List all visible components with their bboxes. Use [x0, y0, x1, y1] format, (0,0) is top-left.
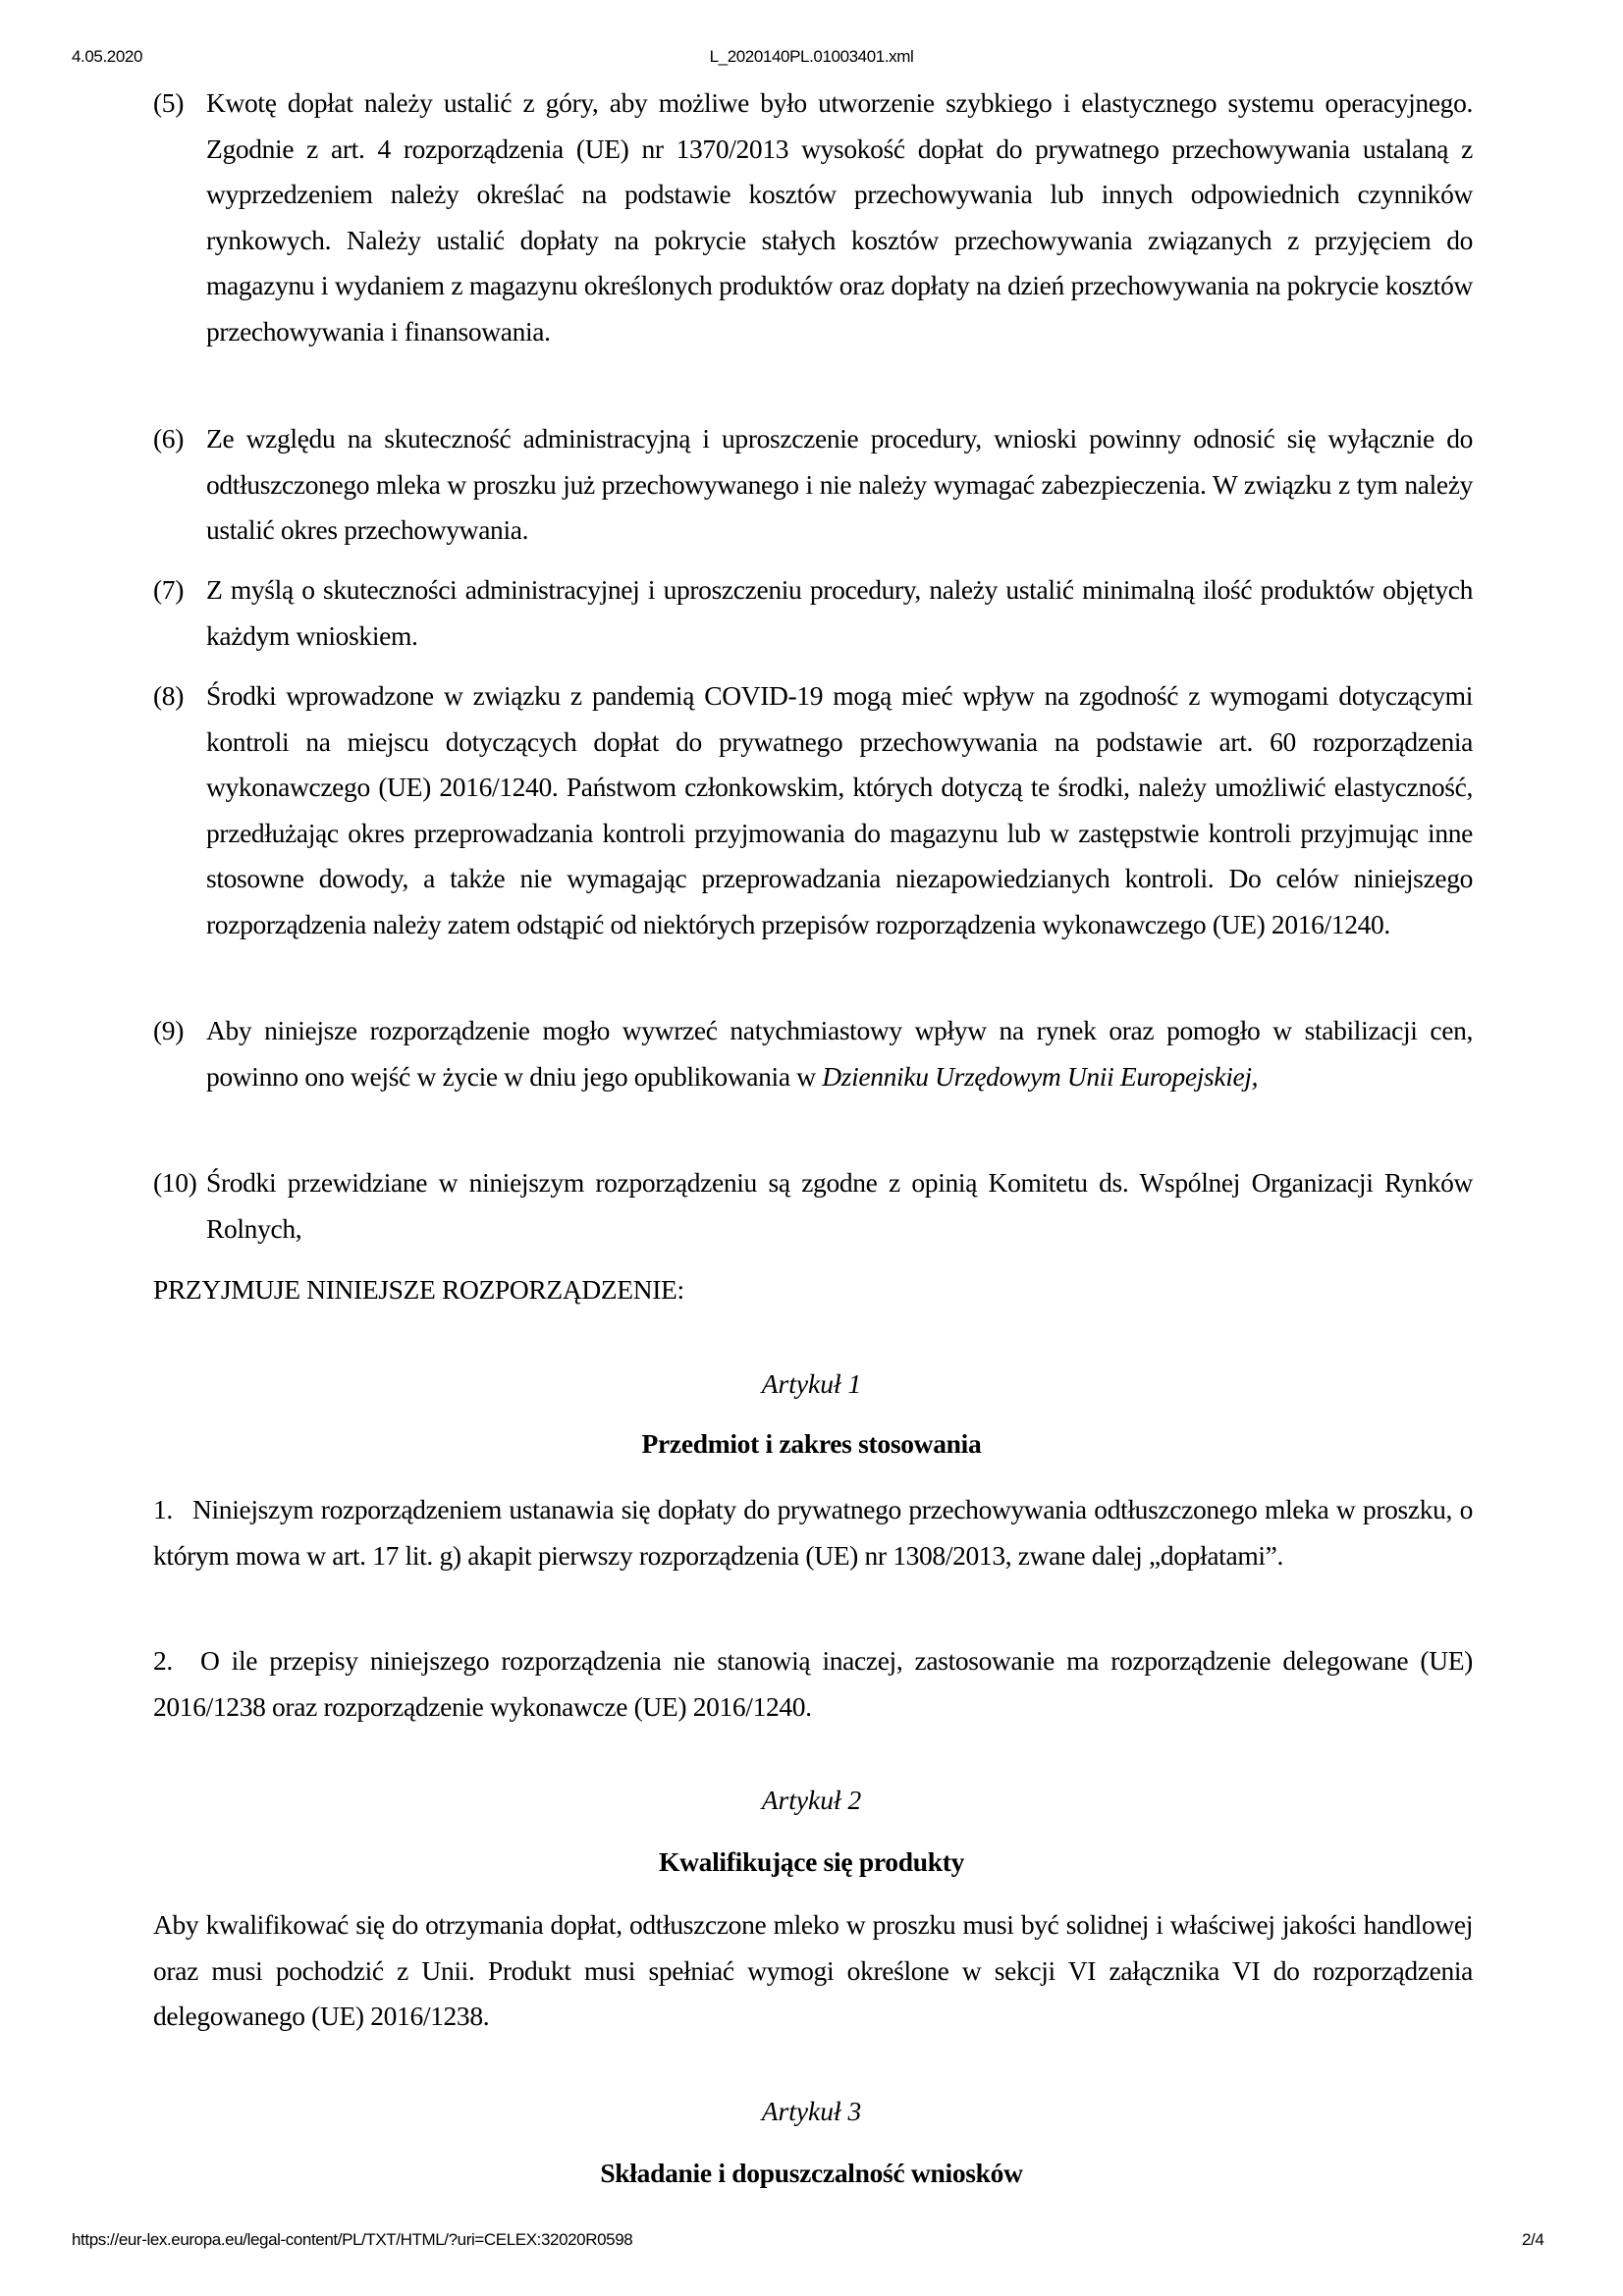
article-1-paragraph-2: [153, 1638, 1473, 1730]
recital-text-end: ,: [1251, 1060, 1259, 1092]
recital-10: [153, 1160, 1473, 1252]
article-3-label: Artykuł 3: [761, 2096, 862, 2126]
recital-text: Kwotę dopłat należy ustalić z góry, aby możliwe było utworzenie szybkiego i elastycznego systemu operacyjnego. Zgodnie z art. 4 rozporządzenia (UE) nr 1370/2013 wysokość dopłat do prywatnego przechowywania ustalaną z wyprzedzeniem należy określać na podstawie kosztów przechowywania lub innych odpowiednich czynników rynkowych. Należy ustalić dopłaty na pokrycie stałych kosztów przechowywania związanych z przyjęciem do magazynu i wydaniem z magazynu określonych produktów oraz dopłaty na dzień przechowywania na pokrycie kosztów przechowywania i finansowania.: [206, 87, 1473, 347]
article-1-label: Artykuł 1: [761, 1368, 862, 1399]
recital-text-main: Aby niniejsze rozporządzenie mogło wywrzeć natychmiastowy wpływ na rynek oraz pomogło w stabilizacji cen, powinno ono wejść w życie w dniu jego opublikowania w: [206, 1015, 1473, 1092]
recital-number: (10): [153, 1167, 197, 1198]
document-filename: L_2020140PL.01003401.xml: [709, 47, 914, 66]
recital-text: Środki przewidziane w niniejszym rozporządzeniu są zgodne z opinią Komitetu ds. Wspólnej Organizacji Rynków Rolnych,: [206, 1167, 1473, 1244]
recital-number: (5): [153, 87, 185, 118]
paragraph-text: Niniejszym rozporządzeniem ustanawia się dopłaty do prywatnego przechowywania odtłuszczonego mleka w proszku, o którym mowa w art. 17 lit. g) akapit pierwszy rozporządzenia (UE) nr 1308/2013, zwane dalej „dopłatami”.: [153, 1494, 1473, 1571]
adoption-formula: PRZYJMUJE NINIEJSZE ROZPORZĄDZENIE:: [153, 1274, 684, 1305]
recital-number: (7): [153, 574, 185, 605]
article-2-label: Artykuł 2: [761, 1785, 862, 1815]
recital-text: [206, 1008, 1473, 1099]
recital-9: [153, 1008, 1473, 1099]
article-2-title: Kwalifikujące się produkty: [658, 1846, 965, 1877]
recital-number: (9): [153, 1015, 185, 1045]
page-number: 2/4: [1522, 2230, 1544, 2249]
article-1-title: Przedmiot i zakres stosowania: [641, 1428, 982, 1459]
recital-text: Ze względu na skuteczność administracyjną i uproszczenie procedury, wnioski powinny odnosić się wyłącznie do odtłuszczonego mleka w proszku już przechowywanego i nie należy wymagać zabezpieczenia. W związku z tym należy ustalić okres przechowywania.: [206, 423, 1473, 546]
recital-number: (6): [153, 423, 185, 454]
journal-name: Dzienniku Urzędowym Unii Europejskiej: [822, 1060, 1252, 1092]
recital-text: Środki wprowadzone w związku z pandemią COVID-19 mogą mieć wpływ na zgodność z wymogami dotyczącymi kontroli na miejscu dotyczących dopłat do prywatnego przechowywania na podstawie art. 60 rozporządzenia wykonawczego (UE) 2016/1240. Państwom członkowskim, których dotyczą te środki, należy umożliwić elastyczność, przedłużając okres przeprowadzania kontroli przyjmowania do magazynu lub w zastępstwie kontroli przyjmując inne stosowne dowody, a także nie wymagając przeprowadzania niezapowiedzianych kontroli. Do celów niniejszego rozporządzenia należy zatem odstąpić od niektórych przepisów rozporządzenia wykonawczego (UE) 2016/1240.: [206, 680, 1473, 939]
paragraph-number: 2.: [153, 1645, 173, 1676]
article-2-paragraph: Aby kwalifikować się do otrzymania dopłat, odtłuszczone mleko w proszku musi być solidnej i właściwej jakości handlowej oraz musi pochodzić z Unii. Produkt musi spełniać wymogi określone w sekcji VI załącznika VI do rozporządzenia delegowanego (UE) 2016/1238.: [153, 1909, 1473, 2032]
print-date: 4.05.2020: [72, 47, 143, 66]
recital-7: [153, 567, 1473, 659]
paragraph-number: 1.: [153, 1494, 173, 1524]
recital-5: [153, 80, 1473, 355]
source-url: https://eur-lex.europa.eu/legal-content/PL/TXT/HTML/?uri=CELEX:32020R0598: [72, 2230, 633, 2249]
paragraph-text: O ile przepisy niniejszego rozporządzenia nie stanowią inaczej, zastosowanie ma rozporządzenie delegowane (UE) 2016/1238 oraz rozporządzenie wykonawcze (UE) 2016/1240.: [153, 1645, 1473, 1722]
article-1-paragraph-1: [153, 1487, 1473, 1578]
article-3-title: Składanie i dopuszczalność wniosków: [600, 2158, 1023, 2188]
recital-number: (8): [153, 680, 185, 711]
recital-6: [153, 416, 1473, 554]
recital-8: [153, 673, 1473, 948]
recital-text: Z myślą o skuteczności administracyjnej i uproszczeniu procedury, należy ustalić minimalną ilość produktów objętych każdym wnioskiem.: [206, 574, 1473, 651]
